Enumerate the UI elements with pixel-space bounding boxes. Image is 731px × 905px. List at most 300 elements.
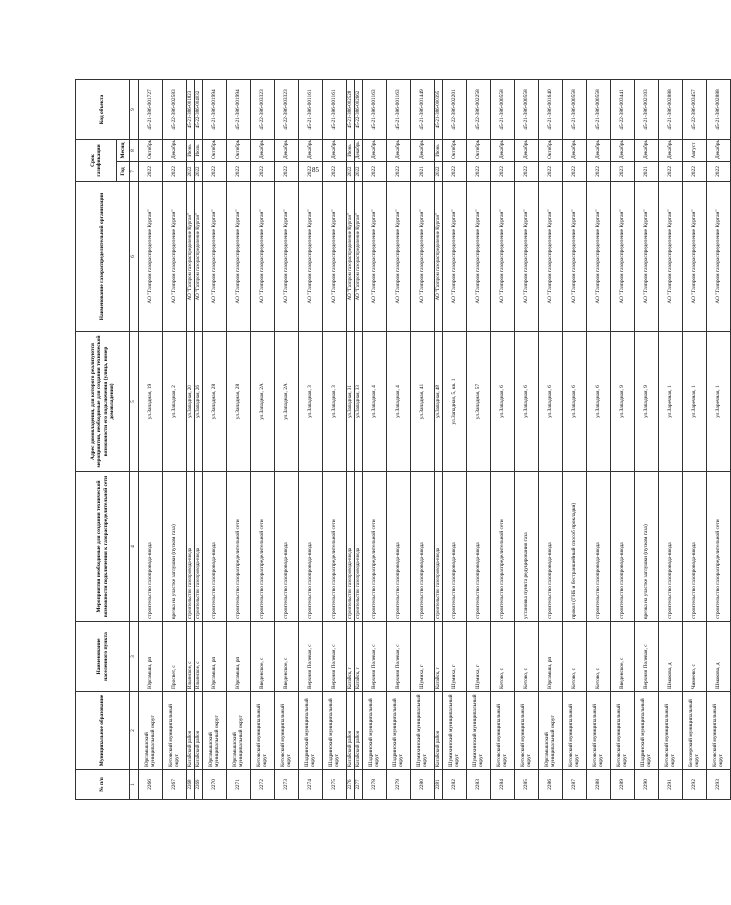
cell-code: 45-21-386-001161 — [323, 80, 347, 140]
cell-settlement: Ильинское, с — [187, 622, 195, 692]
cell-municipality: Кетовский муниципальный округ — [587, 692, 611, 770]
column-number: 8 — [130, 140, 139, 162]
cell-measures: строительство газопровода-ввода — [411, 472, 435, 622]
cell-code: 45-21-386-002528 — [347, 80, 355, 140]
cell-year: 2022 — [187, 162, 195, 182]
cell-address: ул.Западная, 48 — [435, 332, 443, 472]
cell-year: 2022 — [467, 162, 491, 182]
header-num: № п/п — [76, 770, 130, 800]
cell-settlement: Верхняя Полевая, с — [387, 622, 411, 692]
cell-address: ул.Западная, 26 — [195, 332, 203, 472]
cell-municipality: Шадринский муниципальный округ — [299, 692, 323, 770]
header-address: Адрес домовладения, для которого реализуются мероприятия, необходимые для создания технической возможности его подключения (улица, номер домовладения) — [76, 332, 130, 472]
cell-month: Октябрь — [203, 140, 227, 162]
cell-org: АО "Газпром газораспределение Курган" — [467, 182, 491, 332]
header-municipality: Муниципальное образование — [76, 692, 130, 770]
cell-address: ул.Западная, 5, кв. 1 — [443, 332, 467, 472]
cell-num: 2278 — [363, 770, 387, 800]
cell-municipality: Кетовский муниципальный округ — [707, 692, 731, 770]
cell-settlement: Верхняя Полевая, с — [363, 622, 387, 692]
cell-month: Декабрь — [611, 140, 635, 162]
table-row — [227, 80, 251, 800]
column-number: 6 — [130, 182, 139, 332]
cell-address: ул.Западная, 20 — [187, 332, 195, 472]
header-settlement: Наименование населенного пункта — [76, 622, 130, 692]
cell-org: АО "Газпром газораспределение Курган" — [251, 182, 275, 332]
table-row — [587, 80, 611, 800]
cell-measures: строительство газораспределительной сети — [491, 472, 515, 622]
cell-month: Декабрь — [275, 140, 299, 162]
cell-num: 2292 — [683, 770, 707, 800]
cell-org: АО "Газпром газораспределение Курган" — [411, 182, 435, 332]
cell-measures: строительство газораспределительной сети — [227, 472, 251, 622]
cell-year: 2022 — [195, 162, 203, 182]
cell-num: 2289 — [611, 770, 635, 800]
cell-settlement: Катайск, г — [435, 622, 443, 692]
cell-address: ул.Западная, 9 — [611, 332, 635, 472]
cell-num: 2275 — [323, 770, 347, 800]
cell-month: Декабрь — [563, 140, 587, 162]
cell-code: 45-21-386-001640 — [539, 80, 563, 140]
cell-year: 2022 — [275, 162, 299, 182]
cell-municipality: Юргамышский муниципальный округ — [203, 692, 227, 770]
cell-measures: врезка на участке заглушки (пуском газа) — [635, 472, 659, 622]
cell-org: АО "Газпром газораспределение Курган" — [139, 182, 163, 332]
cell-org: АО "Газпром газораспределение Курган" — [683, 182, 707, 332]
cell-code: 45-22-386-002583 — [163, 80, 187, 140]
cell-address: ул.Западная, 4 — [387, 332, 411, 472]
cell-measures: строительство газопровода-ввода — [443, 472, 467, 622]
cell-municipality: Кетовский муниципальный округ — [251, 692, 275, 770]
cell-measures: врезка на участке заглушки (пуском газа) — [163, 472, 187, 622]
cell-org: АО "Газпром газораспределение Курган" — [659, 182, 683, 332]
cell-settlement: Кетово, с — [491, 622, 515, 692]
table-body — [139, 80, 731, 800]
cell-code: 45-21-386-001823 — [187, 80, 195, 140]
cell-org: АО "Газпром газораспределение Курган" — [323, 182, 347, 332]
table-row — [251, 80, 275, 800]
cell-settlement: Катайск, г — [347, 622, 355, 692]
table-row — [563, 80, 587, 800]
cell-settlement: Шумиха, г — [411, 622, 435, 692]
table-row — [187, 80, 195, 800]
cell-year: 2022 — [587, 162, 611, 182]
cell-settlement: Шмакова, д — [707, 622, 731, 692]
cell-measures: строительство газопровода-ввода — [659, 472, 683, 622]
cell-month: Декабрь — [251, 140, 275, 162]
table-row — [195, 80, 203, 800]
cell-settlement: Верхняя Полевая, с — [299, 622, 323, 692]
table-row — [299, 80, 323, 800]
cell-year: 2022 — [347, 162, 355, 182]
cell-municipality: Юргамышский муниципальный округ — [139, 692, 163, 770]
cell-month: Декабрь — [323, 140, 347, 162]
cell-org: АО "Газпром газораспределение Курган" — [387, 182, 411, 332]
cell-month: Декабрь — [363, 140, 387, 162]
cell-settlement: Юргамыш, рп — [139, 622, 163, 692]
cell-municipality: Шадринский муниципальный округ — [387, 692, 411, 770]
cell-num: 2284 — [491, 770, 515, 800]
column-numbers-row — [130, 80, 139, 800]
table-row — [411, 80, 435, 800]
cell-org: АО "Газпром газораспределение Курган" — [491, 182, 515, 332]
rotated-table-container — [75, 80, 724, 800]
cell-code: 45-21-386-000558 — [491, 80, 515, 140]
cell-settlement: Шмакова, д — [659, 622, 683, 692]
cell-num: 2282 — [443, 770, 467, 800]
cell-address: ул.Западная, 6 — [491, 332, 515, 472]
table-row — [491, 80, 515, 800]
cell-address: ул.Заречная, 1 — [659, 332, 683, 472]
table-row — [203, 80, 227, 800]
cell-address: ул.Западная, 4 — [363, 332, 387, 472]
cell-org: АО "Газпром газораспределение Курган" — [347, 182, 355, 332]
cell-org: АО "Газпром газораспределение Курган" — [587, 182, 611, 332]
cell-org: АО "Газпром газораспределение Курган" — [187, 182, 195, 332]
cell-municipality: Катайский район — [347, 692, 355, 770]
cell-settlement: Введенское, с — [611, 622, 635, 692]
cell-address: ул.Западная, 31 — [347, 332, 355, 472]
table-row — [139, 80, 163, 800]
cell-num: 2280 — [411, 770, 435, 800]
table-row — [163, 80, 187, 800]
cell-address: ул.Западная, 57 — [467, 332, 491, 472]
cell-code: 45-21-386-000558 — [563, 80, 587, 140]
cell-num: 2267 — [163, 770, 187, 800]
cell-measures: строительство газораспределительной сети — [707, 472, 731, 622]
table-row — [515, 80, 539, 800]
cell-month: Декабрь — [659, 140, 683, 162]
cell-month: Декабрь — [355, 140, 363, 162]
cell-address: ул.Западная, 2А — [251, 332, 275, 472]
table-row — [275, 80, 299, 800]
cell-address: ул.Заречная, 1 — [683, 332, 707, 472]
cell-year: 2022 — [515, 162, 539, 182]
cell-address: ул.Западная, 19 — [139, 332, 163, 472]
table-row — [539, 80, 563, 800]
cell-measures: строительство газопровода-ввода — [467, 472, 491, 622]
cell-org: АО "Газпром газораспределение Курган" — [203, 182, 227, 332]
cell-num: 2286 — [539, 770, 563, 800]
cell-address: ул.Западная, 28 — [227, 332, 251, 472]
table-row — [467, 80, 491, 800]
cell-org: АО "Газпром газораспределение Курган" — [443, 182, 467, 332]
cell-municipality: Кетовский муниципальный округ — [563, 692, 587, 770]
cell-address: ул.Западная, 41 — [411, 332, 435, 472]
cell-month: Декабрь — [707, 140, 731, 162]
cell-month: Декабрь — [387, 140, 411, 162]
cell-measures: строительство газопровода-ввода — [539, 472, 563, 622]
cell-municipality: Шадринский муниципальный округ — [323, 692, 347, 770]
cell-settlement: Верхняя Полевая, с — [323, 622, 347, 692]
cell-measures: строительство газопровода-ввода — [299, 472, 323, 622]
table-row — [611, 80, 635, 800]
cell-year: 2022 — [387, 162, 411, 182]
page-number: 85 — [312, 166, 319, 174]
cell-num: 2283 — [467, 770, 491, 800]
cell-month: Октябрь — [539, 140, 563, 162]
cell-code: 45-21-386-000558 — [515, 80, 539, 140]
cell-municipality: Кетовский муниципальный округ — [491, 692, 515, 770]
cell-org: АО "Газпром газораспределение Курган" — [363, 182, 387, 332]
cell-measures: прокол (ГНБ и бестраншейный способ прокладки) — [563, 472, 587, 622]
cell-code: 45-21-386-000558 — [587, 80, 611, 140]
cell-address: ул.Западная, 28 — [203, 332, 227, 472]
header-year: Год — [117, 162, 130, 182]
cell-year: 2022 — [659, 162, 683, 182]
cell-municipality: Шумихинский муниципальный округ — [467, 692, 491, 770]
cell-settlement: Введенское, с — [275, 622, 299, 692]
cell-year: 2022 — [539, 162, 563, 182]
cell-month: Июнь — [435, 140, 443, 162]
cell-code: 45-22-386-004032 — [195, 80, 203, 140]
table-row — [347, 80, 355, 800]
cell-code: 45-22-386-003441 — [611, 80, 635, 140]
cell-measures: строительство газораспределительной сети — [323, 472, 347, 622]
cell-settlement: Кетово, с — [587, 622, 611, 692]
cell-org: АО "Газпром газораспределение Курган" — [227, 182, 251, 332]
cell-code: 45-22-386-002258 — [467, 80, 491, 140]
cell-org: АО "Газпром газораспределение Курган" — [195, 182, 203, 332]
cell-code: 45-22-386-003457 — [683, 80, 707, 140]
cell-code: 45-22-386-002662 — [355, 80, 363, 140]
cell-num: 2287 — [563, 770, 587, 800]
cell-num: 2269 — [195, 770, 203, 800]
cell-code: 45-21-386-001727 — [139, 80, 163, 140]
cell-address: ул.Западная, 3 — [323, 332, 347, 472]
cell-month: Декабрь — [299, 140, 323, 162]
table-row — [363, 80, 387, 800]
header-code: Код объекта — [76, 80, 130, 140]
cell-code: 45-22-386-003323 — [275, 80, 299, 140]
cell-code: 45-21-386-001994 — [203, 80, 227, 140]
cell-num: 2285 — [515, 770, 539, 800]
column-number: 9 — [130, 80, 139, 140]
cell-municipality: Катайский район — [187, 692, 195, 770]
cell-address: ул.Западная, 9 — [635, 332, 659, 472]
cell-month: Октябрь — [227, 140, 251, 162]
cell-address: ул.Западная, 6 — [587, 332, 611, 472]
cell-num: 2288 — [587, 770, 611, 800]
cell-month: Июнь — [187, 140, 195, 162]
cell-code: 45-21-386-000395 — [435, 80, 443, 140]
cell-measures: строительство газопровода-ввода — [195, 472, 203, 622]
cell-num: 2293 — [707, 770, 731, 800]
cell-settlement: Ильинское, с — [195, 622, 203, 692]
header-org: Наименование газораспределительной организации — [76, 182, 130, 332]
cell-year: 2022 — [323, 162, 347, 182]
cell-year: 2022 — [299, 162, 323, 182]
cell-municipality: Катайский район — [355, 692, 363, 770]
cell-settlement: Шумиха, г — [467, 622, 491, 692]
header-term: Срок газификации — [76, 140, 117, 182]
cell-measures: строительство газопровода-ввода — [611, 472, 635, 622]
cell-org: АО "Газпром газораспределение Курган" — [163, 182, 187, 332]
cell-org: АО "Газпром газораспределение Курган" — [355, 182, 363, 332]
cell-month: Октябрь — [139, 140, 163, 162]
cell-num: 2290 — [635, 770, 659, 800]
column-number: 1 — [130, 770, 139, 800]
cell-num: 2266 — [139, 770, 163, 800]
cell-measures: строительство газопровода-ввода — [587, 472, 611, 622]
cell-year: 2021 — [411, 162, 435, 182]
table-row — [355, 80, 363, 800]
cell-num: 2272 — [251, 770, 275, 800]
cell-measures: строительство газопровода-ввода — [387, 472, 411, 622]
table-row — [635, 80, 659, 800]
column-number: 4 — [130, 472, 139, 622]
table-row — [387, 80, 411, 800]
column-number: 3 — [130, 622, 139, 692]
cell-year: 2022 — [443, 162, 467, 182]
cell-measures: строительство газопровода-ввода — [435, 472, 443, 622]
cell-measures: строительство газопровода-ввода — [187, 472, 195, 622]
cell-settlement: Юргамыш, рп — [539, 622, 563, 692]
cell-municipality: Катайский район — [195, 692, 203, 770]
cell-code: 45-21-386-002103 — [635, 80, 659, 140]
cell-settlement: Кетово, с — [515, 622, 539, 692]
cell-month: Декабрь — [587, 140, 611, 162]
header-month: Месяц — [117, 140, 130, 162]
table-row — [659, 80, 683, 800]
cell-address: ул.Западная, 6 — [563, 332, 587, 472]
cell-code: 45-22-386-002201 — [443, 80, 467, 140]
cell-measures: строительство газопровода-ввода — [347, 472, 355, 622]
cell-code: 45-21-386-002888 — [659, 80, 683, 140]
cell-code: 45-21-386-002888 — [707, 80, 731, 140]
cell-month: Октябрь — [467, 140, 491, 162]
cell-year: 2022 — [707, 162, 731, 182]
column-number: 7 — [130, 162, 139, 182]
gasification-table — [75, 79, 731, 800]
cell-code: 45-21-386-001994 — [227, 80, 251, 140]
cell-year: 2023 — [611, 162, 635, 182]
cell-measures: строительство газопровода-ввода — [203, 472, 227, 622]
cell-num: 2276 — [347, 770, 355, 800]
cell-address: ул.Западная, 2А — [275, 332, 299, 472]
cell-num: 2268 — [187, 770, 195, 800]
cell-org: АО "Газпром газораспределение Курган" — [635, 182, 659, 332]
cell-municipality: Кетовский муниципальный округ — [275, 692, 299, 770]
cell-municipality: Кетовский муниципальный округ — [611, 692, 635, 770]
cell-municipality: Шумихинский муниципальный округ — [411, 692, 435, 770]
cell-year: 2022 — [203, 162, 227, 182]
cell-code: 45-21-386-001161 — [299, 80, 323, 140]
cell-municipality: Кетовский муниципальный округ — [659, 692, 683, 770]
cell-year: 2022 — [563, 162, 587, 182]
cell-address: ул.Западная, 33 — [355, 332, 363, 472]
table-row — [435, 80, 443, 800]
cell-num: 2279 — [387, 770, 411, 800]
cell-year: 2022 — [355, 162, 363, 182]
cell-municipality: Юргамышский муниципальный округ — [539, 692, 563, 770]
cell-measures: строительство газораспределительной сети — [251, 472, 275, 622]
cell-code: 45-21-386-001449 — [411, 80, 435, 140]
cell-settlement: Просвет, с — [163, 622, 187, 692]
cell-settlement: Юргамыш, рп — [227, 622, 251, 692]
cell-year: 2022 — [363, 162, 387, 182]
cell-settlement: Чимеево, с — [683, 622, 707, 692]
header-row — [76, 80, 117, 800]
cell-year: 2022 — [139, 162, 163, 182]
cell-org: АО "Газпром газораспределение Курган" — [707, 182, 731, 332]
cell-municipality: Шадринский муниципальный округ — [363, 692, 387, 770]
cell-num: 2291 — [659, 770, 683, 800]
cell-address: ул.Западная, 6 — [515, 332, 539, 472]
cell-year: 2022 — [491, 162, 515, 182]
cell-code: 45-22-386-003323 — [251, 80, 275, 140]
cell-year: 2022 — [163, 162, 187, 182]
cell-num: 2270 — [203, 770, 227, 800]
header-measures: Мероприятия необходимые для создания технической возможности подключения к газораспределительной сети — [76, 472, 130, 622]
table-row — [443, 80, 467, 800]
cell-measures: строительство газопровода-ввода — [275, 472, 299, 622]
cell-settlement: Шумиха, г — [443, 622, 467, 692]
cell-code: 45-21-386-001163 — [363, 80, 387, 140]
cell-org: АО "Газпром газораспределение Курган" — [539, 182, 563, 332]
cell-month: Июль — [195, 140, 203, 162]
cell-month: Август — [683, 140, 707, 162]
cell-measures: строительство газораспределительной сети — [363, 472, 387, 622]
cell-settlement: Катайск, г — [355, 622, 363, 692]
cell-address: ул.Заречная, 1 — [707, 332, 731, 472]
cell-org: АО "Газпром газораспределение Курган" — [515, 182, 539, 332]
cell-measures: установка пункта редуцирования газа — [515, 472, 539, 622]
cell-year: 2022 — [227, 162, 251, 182]
cell-org: АО "Газпром газораспределение Курган" — [611, 182, 635, 332]
cell-measures: строительство газопровода-ввода — [139, 472, 163, 622]
cell-org: АО "Газпром газораспределение Курган" — [275, 182, 299, 332]
cell-settlement: Верхняя Полевая, с — [635, 622, 659, 692]
cell-num: 2274 — [299, 770, 323, 800]
cell-municipality: Кетовский муниципальный округ — [163, 692, 187, 770]
cell-settlement: Введенское, с — [251, 622, 275, 692]
cell-month: Декабрь — [411, 140, 435, 162]
cell-num: 2271 — [227, 770, 251, 800]
cell-settlement: Юргамыш, рп — [203, 622, 227, 692]
cell-year: 2022 — [683, 162, 707, 182]
column-number: 5 — [130, 332, 139, 472]
column-number: 2 — [130, 692, 139, 770]
cell-address: ул.Западная, 2 — [163, 332, 187, 472]
cell-municipality: Кетовский муниципальный округ — [515, 692, 539, 770]
cell-measures: строительство газопровода-ввода — [683, 472, 707, 622]
cell-year: 2021 — [635, 162, 659, 182]
cell-org: АО "Газпром газораспределение Курган" — [435, 182, 443, 332]
cell-month: Декабрь — [635, 140, 659, 162]
cell-year: 2022 — [251, 162, 275, 182]
cell-month: Декабрь — [515, 140, 539, 162]
cell-month: Июнь — [347, 140, 355, 162]
cell-address: ул.Западная, 3 — [299, 332, 323, 472]
cell-month: Декабрь — [163, 140, 187, 162]
table-row — [323, 80, 347, 800]
cell-municipality: Шумихинский муниципальный округ — [443, 692, 467, 770]
table-row — [707, 80, 731, 800]
cell-num: 2281 — [435, 770, 443, 800]
cell-org: АО "Газпром газораспределение Курган" — [299, 182, 323, 332]
cell-year: 2022 — [435, 162, 443, 182]
cell-org: АО "Газпром газораспределение Курган" — [563, 182, 587, 332]
cell-num: 2277 — [355, 770, 363, 800]
cell-municipality: Катайский район — [435, 692, 443, 770]
cell-num: 2273 — [275, 770, 299, 800]
cell-municipality: Юргамышский муниципальный округ — [227, 692, 251, 770]
cell-address: ул.Западная, 6 — [539, 332, 563, 472]
cell-month: Декабрь — [491, 140, 515, 162]
table-row — [683, 80, 707, 800]
cell-month: Октябрь — [443, 140, 467, 162]
